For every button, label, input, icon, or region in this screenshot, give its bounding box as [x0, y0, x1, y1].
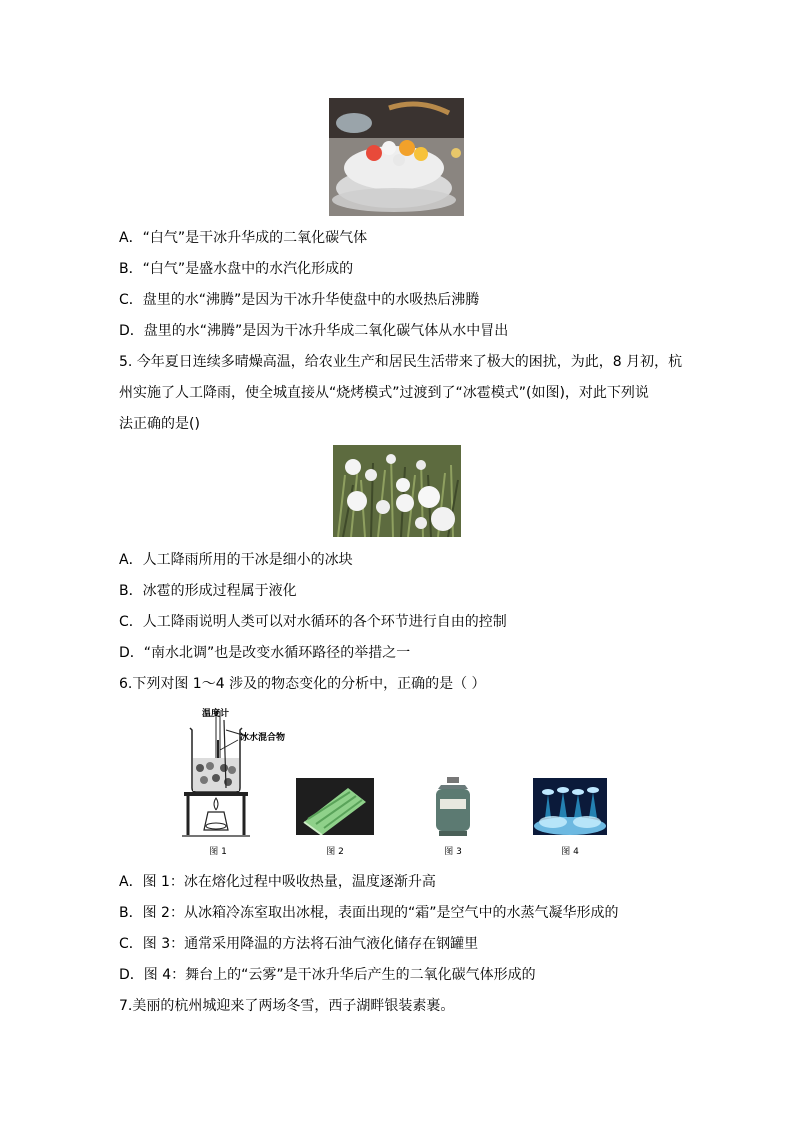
q6-option-b: B．图 2：从冰箱冷冻室取出冰棍，表面出现的“霜”是空气中的水蒸气凝华形成的	[119, 905, 619, 921]
figure-1-caption: 图 1	[209, 847, 227, 857]
q5-option-c: C．人工降雨说明人类可以对水循环的各个环节进行自由的控制	[119, 614, 507, 630]
dry-ice-dish-photo	[329, 98, 464, 216]
figure-2-caption: 图 2	[326, 847, 344, 857]
figure-3-gas-cylinder-photo	[430, 775, 476, 837]
q6-stem: 6.下列对图 1～4 涉及的物态变化的分析中，正确的是（ ）	[119, 676, 486, 692]
q4-option-d: D．盘里的水“沸腾”是因为干冰升华成二氧化碳气体从水中冒出	[119, 323, 509, 339]
hail-photo	[333, 445, 461, 537]
figure-2-popsicle-photo	[296, 778, 374, 835]
q4-option-b: B．“白气”是盛水盘中的水汽化形成的	[119, 261, 354, 277]
q5-option-b: B．冰雹的形成过程属于液化	[119, 583, 297, 599]
q5-stem-line-2: 州实施了人工降雨，使全城直接从“烧烤模式”过渡到了“冰雹模式”(如图)，对此下列说	[119, 385, 649, 401]
figure-4-caption: 图 4	[561, 847, 579, 857]
q5-option-a: A．人工降雨所用的干冰是细小的冰块	[119, 552, 353, 568]
q7-stem: 7.美丽的杭州城迎来了两场冬雪，西子湖畔银装素裹。	[119, 998, 455, 1014]
q6-option-c: C．图 3：通常采用降温的方法将石油气液化储存在钢罐里	[119, 936, 479, 952]
q6-option-d: D．图 4：舞台上的“云雾”是干冰升华后产生的二氧化碳气体形成的	[119, 967, 536, 983]
q4-option-c: C．盘里的水“沸腾”是因为干冰升华使盘中的水吸热后沸腾	[119, 292, 480, 308]
q5-stem-line-1: 5. 今年夏日连续多晴燥高温，给农业生产和居民生活带来了极大的困扰，为此，8 月初，杭	[119, 354, 683, 370]
figure-1-label-mixture: 冰水混合物	[240, 733, 286, 743]
figure-3-caption: 图 3	[444, 847, 462, 857]
q4-option-a: A．“白气”是干冰升华成的二氧化碳气体	[119, 230, 368, 246]
q6-option-a: A．图 1：冰在熔化过程中吸收热量，温度逐渐升高	[119, 874, 436, 890]
q5-stem-line-3: 法正确的是()	[119, 416, 200, 432]
figure-4-stage-fog-photo	[533, 778, 607, 835]
q5-option-d: D．“南水北调”也是改变水循环路径的举措之一	[119, 645, 411, 661]
figure-1-label-thermometer: 温度计	[202, 709, 230, 719]
